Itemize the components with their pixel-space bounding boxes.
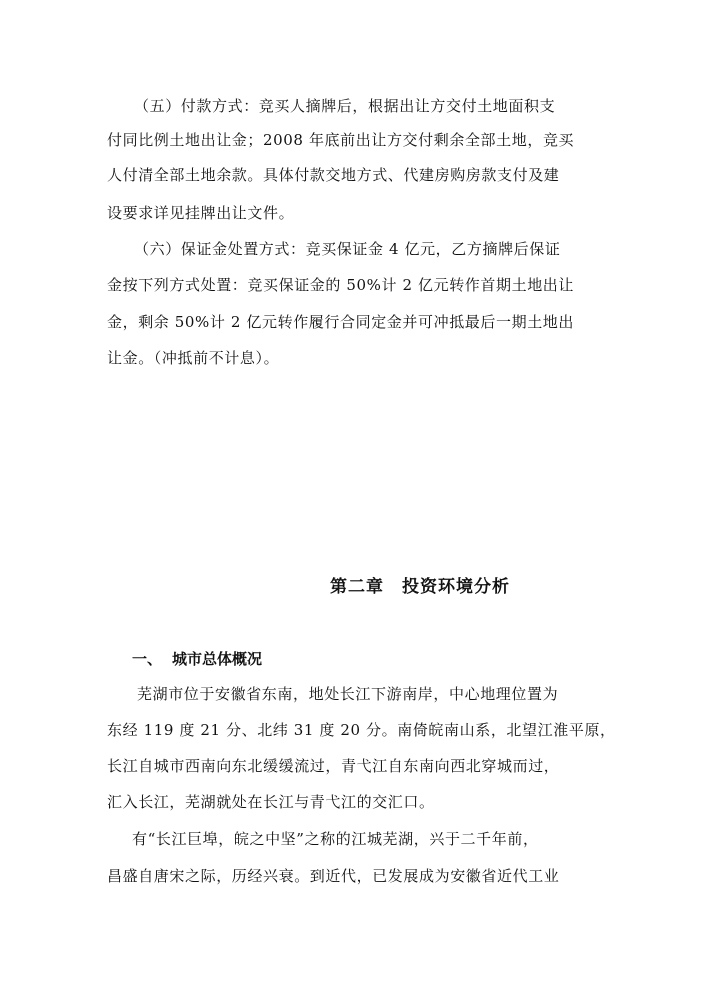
- payment-line-2: 付同比例土地出让金；2008 年底前出让方交付剩余全部土地，竞买: [107, 131, 575, 149]
- chapter-title: 第二章 投资环境分析: [330, 577, 510, 597]
- payment-line-3: 人付清全部土地余款。具体付款交地方式、代建房购房款支付及建: [107, 166, 560, 184]
- deposit-line-2: 金按下列方式处置：竞买保证金的 50%计 2 亿元转作首期土地出让: [107, 276, 574, 294]
- section-number: 一、: [132, 650, 163, 668]
- overview-line-1: 芜湖市位于安徽省东南，地处长江下游南岸，中心地理位置为: [137, 685, 559, 703]
- deposit-line-4: 让金。（冲抵前不计息）。: [107, 349, 280, 367]
- deposit-line-3: 金，剩余 50%计 2 亿元转作履行合同定金并可冲抵最后一期土地出: [107, 313, 574, 331]
- section-title: 城市总体概况: [172, 650, 263, 668]
- payment-line-1: （五）付款方式：竞买人摘牌后，根据出让方交付土地面积支: [134, 97, 556, 115]
- overview-line-4: 汇入长江，芜湖就处在长江与青弋江的交汇口。: [107, 793, 435, 811]
- history-line-1: 有“长江巨埠，皖之中坚”之称的江城芜湖，兴于二千年前，: [132, 830, 539, 848]
- history-line-2: 昌盛自唐宋之际，历经兴衰。到近代，已发展成为安徽省近代工业: [107, 867, 560, 885]
- deposit-line-1: （六）保证金处置方式：竞买保证金 4 亿元，乙方摘牌后保证: [134, 240, 561, 258]
- overview-line-3: 长江自城市西南向东北缓缓流过，青弋江自东南向西北穿城而过，: [107, 757, 560, 775]
- section-heading: [132, 648, 262, 669]
- payment-line-4: 设要求详见挂牌出让文件。: [107, 204, 295, 222]
- overview-line-2: 东经 119 度 21 分、北纬 31 度 20 分。南倚皖南山系，北望江淮平原，: [107, 721, 616, 739]
